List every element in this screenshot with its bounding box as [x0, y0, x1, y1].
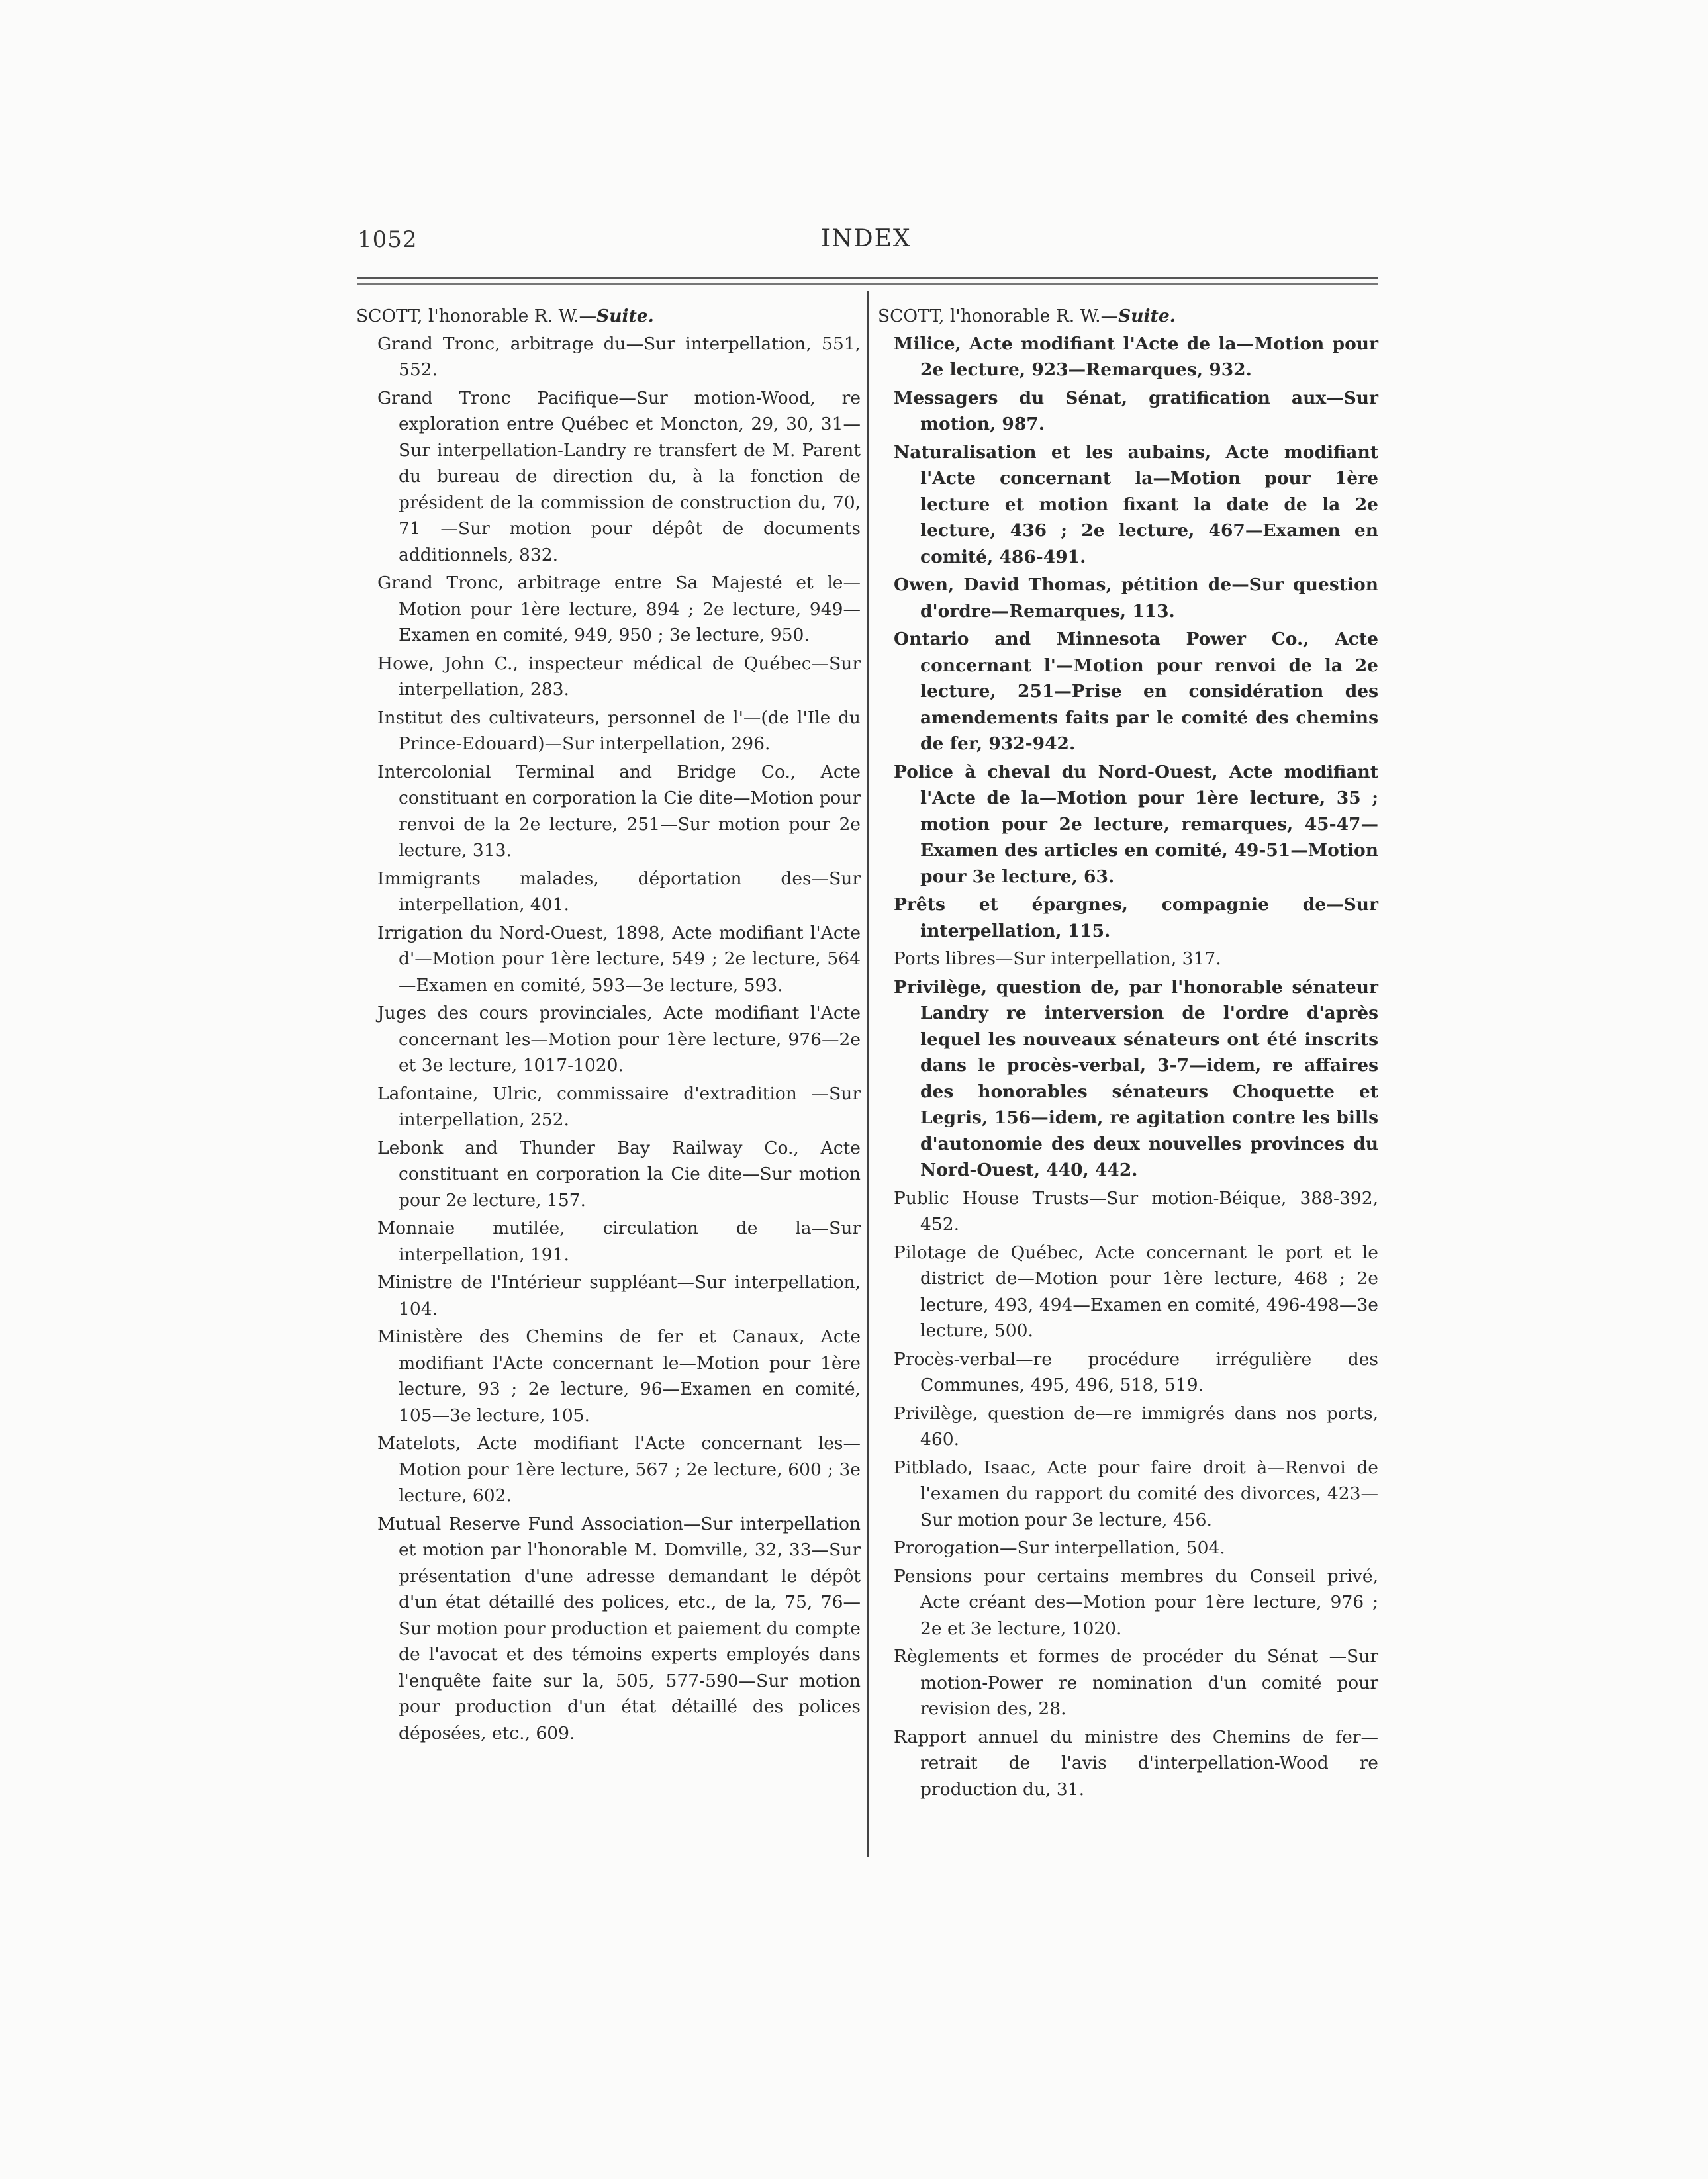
index-entry: Procès-verbal—re procédure irrégulière des Communes, 495, 496, 518, 519. — [894, 1348, 1378, 1395]
index-entry: Matelots, Acte modifiant l'Acte concernant les—Motion pour 1ère lecture, 567 ; 2e lecture, 600 ; 3e lecture, 602. — [377, 1433, 861, 1506]
index-entry: Pitblado, Isaac, Acte pour faire droit à—Renvoi de l'examen du rapport du comité des divorces, 423—Sur motion pour 3e lecture, 456. — [894, 1457, 1378, 1530]
index-entry: Monnaie mutilée, circulation de la—Sur interpellation, 191. — [377, 1218, 861, 1265]
running-head: INDEX — [821, 225, 912, 252]
index-entry: Prêts et épargnes, compagnie de—Sur interpellation, 115. — [894, 894, 1378, 941]
index-entry: Privilège, question de, par l'honorable sénateur Landry re interversion de l'ordre d'après lequel les nouveaux sénateurs ont été inscrits dans le procès-verbal, 3-7—idem, re affaires des honorables sénateurs Choquette et Legris, 156—idem, re agitation contre les bills d'autonomie des deux nouvelles provinces du Nord-Ouest, 440, 442. — [894, 976, 1378, 1180]
column-heading — [878, 303, 1378, 330]
index-entry: Owen, David Thomas, pétition de—Sur question d'ordre—Remarques, 113. — [894, 575, 1378, 622]
index-entry: Howe, John C., inspecteur médical de Québec—Sur interpellation, 283. — [377, 653, 861, 700]
index-entry: Immigrants malades, déportation des—Sur interpellation, 401. — [377, 868, 861, 915]
index-entry: Police à cheval du Nord-Ouest, Acte modifiant l'Acte de la—Motion pour 1ère lecture, 35 ; motion pour 2e lecture, remarques, 45-47—Examen des articles en comité, 49-51—Motion pour 3e lecture, 63. — [894, 761, 1378, 887]
index-entry: Institut des cultivateurs, personnel de l'—(de l'Ile du Prince-Edouard)—Sur interpellation, 296. — [377, 707, 861, 754]
heading-name: SCOTT, l'honorable R. W.— — [356, 306, 597, 326]
right-column — [878, 303, 1378, 1804]
index-entry: Ontario and Minnesota Power Co., Acte concernant l'—Motion pour renvoi de la 2e lecture, 251—Prise en considération des amendements faits par le comité des chemins de fer, 932-942. — [894, 629, 1378, 754]
index-entry: Lafontaine, Ulric, commissaire d'extradition —Sur interpellation, 252. — [377, 1083, 861, 1130]
column-heading — [356, 303, 861, 330]
header-rule — [357, 277, 1378, 279]
heading-suite: Suite. — [596, 306, 654, 326]
index-entry: Grand Tronc, arbitrage entre Sa Majesté et le—Motion pour 1ère lecture, 894 ; 2e lecture, 949—Examen en comité, 949, 950 ; 3e lecture, 950. — [377, 573, 861, 645]
index-entry: Lebonk and Thunder Bay Railway Co., Acte constituant en corporation la Cie dite—Sur motion pour 2e lecture, 157. — [377, 1137, 861, 1211]
index-entry: Intercolonial Terminal and Bridge Co., Acte constituant en corporation la Cie dite—Motion pour renvoi de la 2e lecture, 251—Sur motion pour 2e lecture, 313. — [377, 761, 861, 860]
left-column — [356, 303, 861, 1748]
index-entry: Public House Trusts—Sur motion-Béique, 388-392, 452. — [894, 1187, 1378, 1234]
index-entry: Pensions pour certains membres du Conseil privé, Acte créant des—Motion pour 1ère lecture, 976 ; 2e et 3e lecture, 1020. — [894, 1565, 1378, 1639]
index-entry: Ministère des Chemins de fer et Canaux, Acte modifiant l'Acte concernant le—Motion pour 1ère lecture, 93 ; 2e lecture, 96—Examen en comité, 105—3e lecture, 105. — [377, 1326, 861, 1426]
header-rule-thin — [357, 283, 1378, 285]
index-entry: Pilotage de Québec, Acte concernant le port et le district de—Motion pour 1ère lecture, 468 ; 2e lecture, 493, 494—Examen en comité, 496-498—3e lecture, 500. — [894, 1242, 1378, 1341]
index-entry: Irrigation du Nord-Ouest, 1898, Acte modifiant l'Acte d'—Motion pour 1ère lecture, 549 ; 2e lecture, 564—Examen en comité, 593—3e lecture, 593. — [377, 922, 861, 996]
index-entry: Naturalisation et les aubains, Acte modifiant l'Acte concernant la—Motion pour 1ère lecture et motion fixant la date de la 2e lecture, 436 ; 2e lecture, 467—Examen en comité, 486-491. — [894, 441, 1378, 567]
index-entry: Privilège, question de—re immigrés dans nos ports, 460. — [894, 1403, 1378, 1450]
index-entry: Règlements et formes de procéder du Sénat —Sur motion-Power re nomination d'un comité pour revision des, 28. — [894, 1646, 1378, 1719]
page-number: 1052 — [357, 226, 418, 253]
index-entry: Milice, Acte modifiant l'Acte de la—Motion pour 2e lecture, 923—Remarques, 932. — [894, 333, 1378, 380]
index-entry: Rapport annuel du ministre des Chemins de fer—retrait de l'avis d'interpellation-Wood re production du, 31. — [894, 1726, 1378, 1800]
heading-name: SCOTT, l'honorable R. W.— — [878, 306, 1119, 326]
index-entry: Prorogation—Sur interpellation, 504. — [894, 1538, 1225, 1558]
heading-suite: Suite. — [1118, 306, 1176, 326]
index-entry: Grand Tronc, arbitrage du—Sur interpellation, 551, 552. — [377, 333, 861, 380]
index-entry: Mutual Reserve Fund Association—Sur interpellation et motion par l'honorable M. Domville, 32, 33—Sur présentation d'une adresse demandant le dépôt d'un état détaillé des polices, etc., de la, 75, 76—Sur motion pour production et paiement du compte de l'avocat et des témoins experts employés dans l'enquête faite sur la, 505, 577-590—Sur motion pour production d'un état détaillé des polices déposées, etc., 609. — [377, 1513, 861, 1743]
index-entry: Grand Tronc Pacifique—Sur motion-Wood, re exploration entre Québec et Moncton, 29, 30, 31—Sur interpellation-Landry re transfert de M. Parent du bureau de direction du, à la fonction de président de la commission de construction du, 70, 71 —Sur motion pour dépôt de documents additionnels, 832. — [377, 387, 861, 565]
index-entry: Juges des cours provinciales, Acte modifiant l'Acte concernant les—Motion pour 1ère lecture, 976—2e et 3e lecture, 1017-1020. — [377, 1003, 861, 1076]
index-entry: Ministre de l'Intérieur suppléant—Sur interpellation, 104. — [377, 1272, 861, 1319]
column-divider — [867, 291, 869, 1857]
index-entry: Messagers du Sénat, gratification aux—Sur motion, 987. — [894, 387, 1378, 434]
index-entry: Ports libres—Sur interpellation, 317. — [894, 949, 1221, 969]
